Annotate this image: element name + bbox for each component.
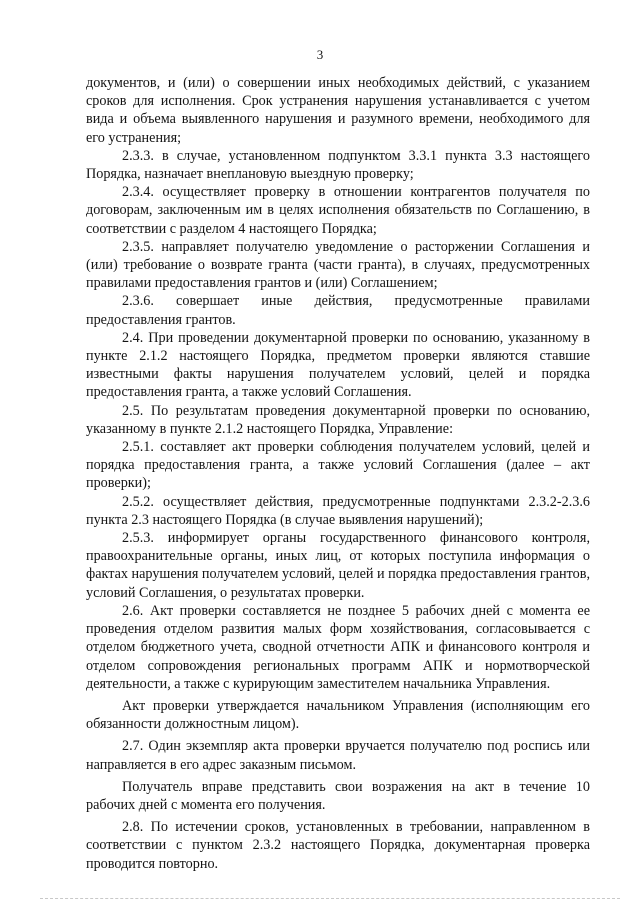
paragraph-2-6: 2.6. Акт проверки составляется не позднее 5 рабочих дней с момента ее проведения отделом развития малых форм хозяйствования, согласовывается с отделом бюджетного учета, сводной отчетности АПК и финансового контроля и отделом сопровождения региональных программ АПК и нормотворческой деятельности, а также с курирующим заместителем начальника Управления. xyxy=(86,602,590,692)
paragraph-2-3-3: 2.3.3. в случае, установленном подпунктом 3.3.1 пункта 3.3 настоящего Порядка, назначает внеплановую выездную проверку; xyxy=(86,147,590,183)
paragraph-2-3-6: 2.3.6. совершает иные действия, предусмотренные правилами предоставления грантов. xyxy=(86,293,590,328)
scan-edge-marks xyxy=(40,898,620,902)
paragraph-2-5-2: 2.5.2. осуществляет действия, предусмотренные подпунктами 2.3.2-2.3.6 пункта 2.3 настоящего Порядка (в случае выявления нарушений); xyxy=(86,493,590,528)
paragraph-objection: Получатель вправе представить свои возражения на акт в течение 10 рабочих дней с момента его получения. xyxy=(86,778,590,813)
paragraph-continuation: документов, и (или) о совершении иных необходимых действий, с указанием сроков для исполнения. Срок устранения нарушения устанавливается с учетом вида и объема выявленного нарушения и разумного времени, необходимого для его устранения; xyxy=(86,75,590,146)
page-number: 3 xyxy=(316,47,324,62)
paragraph-2-5-1: 2.5.1. составляет акт проверки соблюдения получателем условий, целей и порядка предоставления гранта, а также условий Соглашения (далее – акт проверки); xyxy=(86,439,590,492)
paragraph-act-approval: Акт проверки утверждается начальником Управления (исполняющим его обязанности должностным лицом). xyxy=(86,697,590,733)
document-body xyxy=(86,74,590,873)
paragraph-2-8: 2.8. По истечении сроков, установленных в требовании, направленном в соответствии с пунктом 2.3.2 настоящего Порядка, документарная проверка проводится повторно. xyxy=(86,819,590,872)
paragraph-2-3-4: 2.3.4. осуществляет проверку в отношении контрагентов получателя по договорам, заключенным им в целях исполнения обязательств по Соглашению, в соответствии с разделом 4 настоящего Порядка; xyxy=(86,184,590,237)
paragraph-2-3-5: 2.3.5. направляет получателю уведомление о расторжении Соглашения и (или) требование о возврате гранта (части гранта), в случаях, предусмотренных правилами предоставления грантов и (или) Соглашением; xyxy=(86,238,590,292)
paragraph-2-4: 2.4. При проведении документарной проверки по основанию, указанному в пункте 2.1.2 настоящего Порядка, предметом проверки являются ставшие известными факты нарушения получателем условий, целей и порядка предоставления гранта, а также условий Соглашения. xyxy=(86,329,590,401)
paragraph-2-5-3: 2.5.3. информирует органы государственного финансового контроля, правоохранительные органы, иных лиц, от которых поступила информация о фактах нарушения получателем условий, целей и порядка предоставления грантов, условий Соглашения, о результатах проверки. xyxy=(86,530,590,601)
paragraph-2-7: 2.7. Один экземпляр акта проверки вручается получателю под роспись или направляется в его адрес заказным письмом. xyxy=(86,738,590,773)
paragraph-2-5: 2.5. По результатам проведения документарной проверки по основанию, указанному в пункте 2.1.2 настоящего Порядка, Управление: xyxy=(86,402,590,437)
